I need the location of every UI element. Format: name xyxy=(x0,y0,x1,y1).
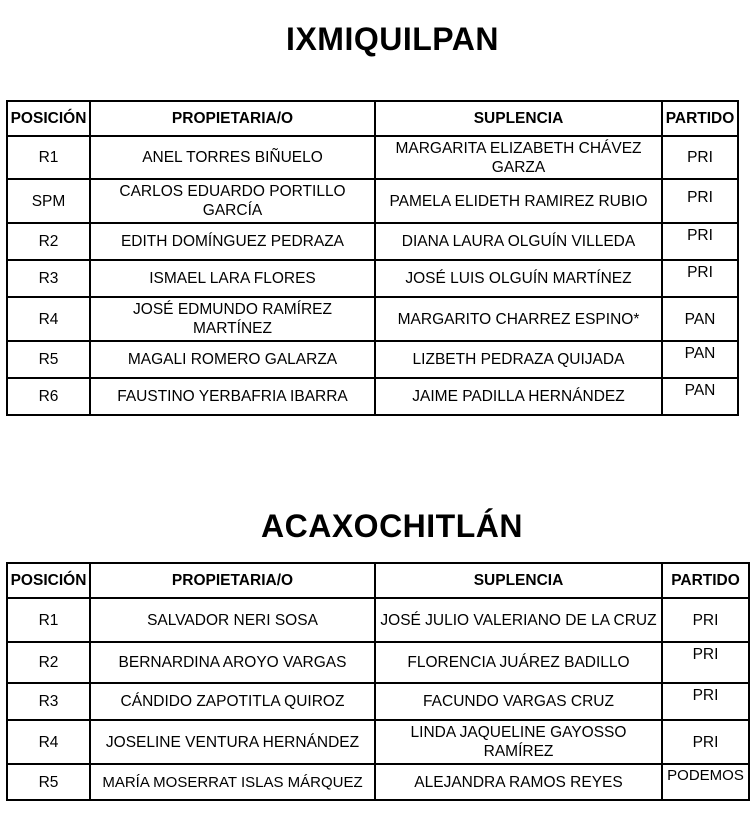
cell-party: PRI xyxy=(662,720,749,764)
table-row xyxy=(7,260,738,297)
table-row xyxy=(7,764,749,800)
cell-owner: MAGALI ROMERO GALARZA xyxy=(90,341,375,378)
table-row xyxy=(7,598,749,642)
header-suplencia: SUPLENCIA xyxy=(375,101,662,136)
cell-substitute: JAIME PADILLA HERNÁNDEZ xyxy=(375,378,662,415)
cell-owner: MARÍA MOSERRAT ISLAS MÁRQUEZ xyxy=(90,764,375,800)
cell-owner: SALVADOR NERI SOSA xyxy=(90,598,375,642)
cell-position: R4 xyxy=(7,720,90,764)
cell-substitute: FLORENCIA JUÁREZ BADILLO xyxy=(375,642,662,683)
cell-party: PRI xyxy=(662,223,738,260)
cell-position: SPM xyxy=(7,179,90,223)
cell-substitute: JOSÉ JULIO VALERIANO DE LA CRUZ xyxy=(375,598,662,642)
cell-owner: FAUSTINO YERBAFRIA IBARRA xyxy=(90,378,375,415)
cell-position: R3 xyxy=(7,260,90,297)
cell-substitute: MARGARITA ELIZABETH CHÁVEZ GARZA xyxy=(375,136,662,179)
header-suplencia: SUPLENCIA xyxy=(375,563,662,598)
cell-owner: EDITH DOMÍNGUEZ PEDRAZA xyxy=(90,223,375,260)
cell-substitute: LIZBETH PEDRAZA QUIJADA xyxy=(375,341,662,378)
cell-owner: CÁNDIDO ZAPOTITLA QUIROZ xyxy=(90,683,375,720)
cell-owner: JOSELINE VENTURA HERNÁNDEZ xyxy=(90,720,375,764)
header-propietaria: PROPIETARIA/O xyxy=(90,563,375,598)
cell-party: PRI xyxy=(662,260,738,297)
table-row xyxy=(7,223,738,260)
cell-party: PODEMOS xyxy=(662,764,749,800)
cell-substitute: PAMELA ELIDETH RAMIREZ RUBIO xyxy=(375,179,662,223)
table-row xyxy=(7,720,749,764)
table-row xyxy=(7,297,738,341)
cell-owner: ANEL TORRES BIÑUELO xyxy=(90,136,375,179)
header-partido: PARTIDO xyxy=(662,101,738,136)
cell-owner: CARLOS EDUARDO PORTILLO GARCÍA xyxy=(90,179,375,223)
header-posicion: POSICIÓN xyxy=(7,101,90,136)
table-row xyxy=(7,341,738,378)
cell-position: R1 xyxy=(7,136,90,179)
cell-position: R2 xyxy=(7,223,90,260)
table-row xyxy=(7,136,738,179)
cell-position: R3 xyxy=(7,683,90,720)
cell-party: PAN xyxy=(662,341,738,378)
table-row xyxy=(7,179,738,223)
cell-substitute: FACUNDO VARGAS CRUZ xyxy=(375,683,662,720)
candidates-table-acaxochitlan xyxy=(6,562,750,801)
candidates-table-ixmiquilpan xyxy=(6,100,739,416)
cell-position: R2 xyxy=(7,642,90,683)
cell-party: PAN xyxy=(662,378,738,415)
section-title-ixmiquilpan: IXMIQUILPAN xyxy=(286,21,499,57)
cell-position: R5 xyxy=(7,764,90,800)
cell-party: PRI xyxy=(662,136,738,179)
header-partido: PARTIDO xyxy=(662,563,749,598)
table-row xyxy=(7,378,738,415)
cell-position: R1 xyxy=(7,598,90,642)
cell-party: PRI xyxy=(662,179,738,223)
cell-party: PRI xyxy=(662,598,749,642)
cell-owner: ISMAEL LARA FLORES xyxy=(90,260,375,297)
header-propietaria: PROPIETARIA/O xyxy=(90,101,375,136)
header-posicion: POSICIÓN xyxy=(7,563,90,598)
cell-substitute: JOSÉ LUIS OLGUÍN MARTÍNEZ xyxy=(375,260,662,297)
cell-substitute: MARGARITO CHARREZ ESPINO* xyxy=(375,297,662,341)
cell-substitute: ALEJANDRA RAMOS REYES xyxy=(375,764,662,800)
cell-substitute: DIANA LAURA OLGUÍN VILLEDA xyxy=(375,223,662,260)
cell-substitute: LINDA JAQUELINE GAYOSSO RAMÍREZ xyxy=(375,720,662,764)
table-row xyxy=(7,642,749,683)
cell-position: R4 xyxy=(7,297,90,341)
table-row xyxy=(7,683,749,720)
cell-position: R5 xyxy=(7,341,90,378)
cell-party: PRI xyxy=(662,642,749,683)
cell-owner: JOSÉ EDMUNDO RAMÍREZ MARTÍNEZ xyxy=(90,297,375,341)
cell-position: R6 xyxy=(7,378,90,415)
cell-owner: BERNARDINA AROYO VARGAS xyxy=(90,642,375,683)
cell-party: PAN xyxy=(662,297,738,341)
cell-party: PRI xyxy=(662,683,749,720)
section-title-acaxochitlan: ACAXOCHITLÁN xyxy=(261,508,523,544)
